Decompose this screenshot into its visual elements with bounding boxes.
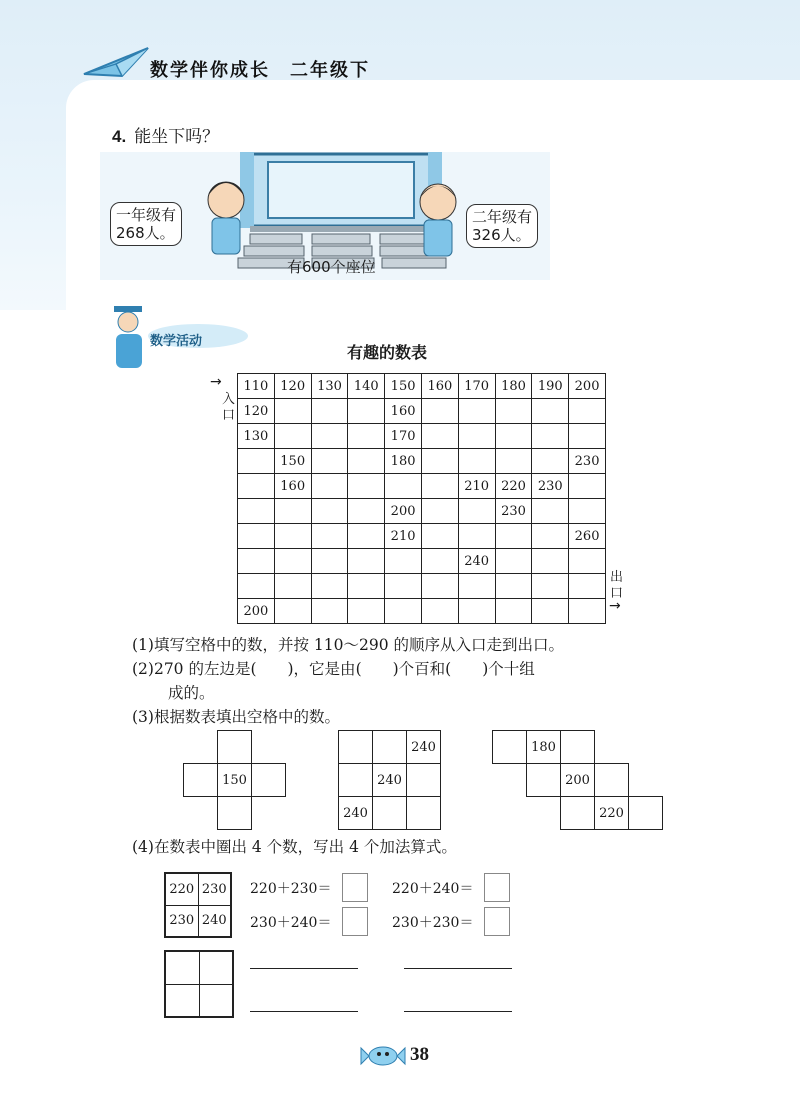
- table-cell[interactable]: [238, 574, 275, 599]
- table-cell[interactable]: [274, 499, 311, 524]
- table-cell[interactable]: [311, 399, 348, 424]
- puzzle-cell[interactable]: [561, 797, 595, 830]
- table-cell[interactable]: [385, 599, 422, 624]
- table-cell: 220: [495, 474, 532, 499]
- table-cell[interactable]: [385, 474, 422, 499]
- table-cell: 160: [385, 399, 422, 424]
- table-cell[interactable]: [458, 599, 495, 624]
- cross-puzzle: [183, 730, 286, 830]
- table-cell[interactable]: [274, 424, 311, 449]
- table-cell[interactable]: [458, 574, 495, 599]
- question-2: (2)270 的左边是( )，它是由( )个百和( )个十组: [132, 660, 535, 678]
- table-cell[interactable]: [274, 524, 311, 549]
- table-cell[interactable]: [458, 524, 495, 549]
- table-cell: 130: [311, 374, 348, 399]
- table-cell[interactable]: [348, 424, 385, 449]
- puzzle-cell[interactable]: [629, 797, 663, 830]
- table-cell[interactable]: [532, 599, 569, 624]
- table-cell: 210: [385, 524, 422, 549]
- table-row: [238, 499, 606, 524]
- example-square: [164, 872, 232, 938]
- table-cell[interactable]: [495, 524, 532, 549]
- table-cell[interactable]: [348, 499, 385, 524]
- puzzle-cell[interactable]: [407, 797, 441, 830]
- table-cell[interactable]: [348, 574, 385, 599]
- table-cell[interactable]: [238, 499, 275, 524]
- table-cell: 150: [385, 374, 422, 399]
- table-row: [238, 599, 606, 624]
- table-cell[interactable]: [532, 499, 569, 524]
- example-cell: 240: [198, 905, 231, 937]
- puzzle-cell[interactable]: [339, 731, 373, 764]
- table-cell[interactable]: [495, 424, 532, 449]
- table-cell: 140: [348, 374, 385, 399]
- answer-line[interactable]: [250, 968, 358, 969]
- puzzle-cell[interactable]: [373, 731, 407, 764]
- paper-plane-icon: [82, 44, 152, 80]
- puzzle-cell[interactable]: [218, 731, 252, 764]
- blank-cell[interactable]: [165, 951, 199, 984]
- table-cell[interactable]: [421, 574, 458, 599]
- table-cell[interactable]: [495, 599, 532, 624]
- table-row: [238, 549, 606, 574]
- table-cell[interactable]: [348, 474, 385, 499]
- answer-box[interactable]: [342, 873, 368, 902]
- question-2-continued: 成的。: [168, 684, 215, 702]
- puzzle-cell: 150: [218, 764, 252, 797]
- equation-3: 230＋240＝: [250, 915, 332, 931]
- table-row: [238, 524, 606, 549]
- table-cell[interactable]: [311, 524, 348, 549]
- question-1: (1)填写空格中的数，并按 110～290 的顺序从入口走到出口。: [132, 636, 564, 654]
- table-cell[interactable]: [274, 399, 311, 424]
- table-cell[interactable]: [532, 574, 569, 599]
- puzzle-cell: 240: [339, 797, 373, 830]
- table-cell: 210: [458, 474, 495, 499]
- table-cell: 110: [238, 374, 275, 399]
- table-cell: 200: [569, 374, 606, 399]
- puzzle-cell: 200: [561, 764, 595, 797]
- table-cell[interactable]: [274, 549, 311, 574]
- table-cell[interactable]: [421, 499, 458, 524]
- candy-mascot-icon: [360, 1040, 406, 1068]
- answer-box[interactable]: [342, 907, 368, 936]
- answer-line[interactable]: [404, 968, 512, 969]
- table-cell[interactable]: [348, 549, 385, 574]
- right-speech-bubble: 二年级有 326人。: [466, 204, 538, 248]
- table-cell: 230: [532, 474, 569, 499]
- table-cell[interactable]: [311, 599, 348, 624]
- table-cell: 200: [238, 599, 275, 624]
- table-cell: 170: [458, 374, 495, 399]
- table-cell: 180: [385, 449, 422, 474]
- table-cell[interactable]: [421, 449, 458, 474]
- answer-box[interactable]: [484, 873, 510, 902]
- table-cell[interactable]: [569, 399, 606, 424]
- table-cell[interactable]: [311, 449, 348, 474]
- table-cell[interactable]: [532, 399, 569, 424]
- table-row: [238, 399, 606, 424]
- table-cell[interactable]: [458, 399, 495, 424]
- table-cell: 160: [421, 374, 458, 399]
- number-table: [237, 373, 606, 624]
- table-cell[interactable]: [495, 549, 532, 574]
- table-cell[interactable]: [311, 574, 348, 599]
- table-cell: 240: [458, 549, 495, 574]
- table-cell[interactable]: [532, 449, 569, 474]
- table-cell[interactable]: [311, 499, 348, 524]
- table-cell[interactable]: [532, 424, 569, 449]
- equation-4: 230＋230＝: [392, 915, 474, 931]
- table-row: [238, 574, 606, 599]
- exit-label: 出口: [610, 570, 624, 601]
- table-cell[interactable]: [274, 599, 311, 624]
- table-cell[interactable]: [311, 424, 348, 449]
- puzzle-cell[interactable]: [373, 797, 407, 830]
- table-cell: 130: [238, 424, 275, 449]
- table-cell[interactable]: [495, 574, 532, 599]
- table-cell: 120: [238, 399, 275, 424]
- table-cell[interactable]: [569, 499, 606, 524]
- puzzle-cell[interactable]: [184, 764, 218, 797]
- table-cell[interactable]: [458, 499, 495, 524]
- blank-square[interactable]: [164, 950, 234, 1018]
- table-cell[interactable]: [495, 449, 532, 474]
- table-cell[interactable]: [458, 424, 495, 449]
- puzzle-cell[interactable]: [218, 797, 252, 830]
- left-speech-bubble: 一年级有 268人。: [110, 202, 182, 246]
- table-cell[interactable]: [348, 599, 385, 624]
- blank-cell[interactable]: [199, 951, 233, 984]
- table-cell[interactable]: [532, 549, 569, 574]
- table-cell[interactable]: [569, 424, 606, 449]
- table-cell[interactable]: [569, 549, 606, 574]
- table-cell[interactable]: [348, 524, 385, 549]
- puzzle-cell: 220: [595, 797, 629, 830]
- activity-title: 有趣的数表: [347, 343, 428, 362]
- table-cell[interactable]: [311, 549, 348, 574]
- table-cell: 160: [274, 474, 311, 499]
- puzzle-cell[interactable]: [252, 764, 286, 797]
- question-number: 4.: [112, 127, 127, 146]
- puzzle-cell[interactable]: [493, 731, 527, 764]
- entrance-label: 入口: [222, 392, 236, 423]
- table-cell[interactable]: [421, 424, 458, 449]
- table-cell[interactable]: [348, 449, 385, 474]
- table-cell: 180: [495, 374, 532, 399]
- table-cell[interactable]: [569, 574, 606, 599]
- math-activity-badge-label: 数学活动: [150, 334, 203, 349]
- table-cell: 120: [274, 374, 311, 399]
- seat-caption: 有600个座位: [287, 258, 376, 276]
- puzzle-cell: 180: [527, 731, 561, 764]
- puzzle-cell: 240: [407, 731, 441, 764]
- table-row: [238, 424, 606, 449]
- answer-line[interactable]: [404, 1011, 512, 1012]
- puzzle-cell: 240: [373, 764, 407, 797]
- table-cell[interactable]: [385, 574, 422, 599]
- table-cell[interactable]: [348, 399, 385, 424]
- table-cell[interactable]: [385, 549, 422, 574]
- table-cell: 230: [569, 449, 606, 474]
- puzzle-cell[interactable]: [339, 764, 373, 797]
- example-cell: 230: [198, 873, 231, 905]
- table-cell[interactable]: [274, 574, 311, 599]
- puzzle-cell[interactable]: [595, 764, 629, 797]
- header-title: 数学伴你成长 二年级下: [150, 60, 370, 81]
- exit-arrow-icon: →: [609, 598, 621, 614]
- puzzle-cell[interactable]: [561, 731, 595, 764]
- table-cell[interactable]: [495, 399, 532, 424]
- table-cell: 150: [274, 449, 311, 474]
- table-cell[interactable]: [238, 524, 275, 549]
- table-cell[interactable]: [569, 474, 606, 499]
- question-3: (3)根据数表填出空格中的数。: [132, 708, 340, 726]
- table-cell: 190: [532, 374, 569, 399]
- entrance-arrow-icon: →: [210, 374, 222, 390]
- table-cell[interactable]: [532, 524, 569, 549]
- table-row: [238, 449, 606, 474]
- table-cell[interactable]: [421, 474, 458, 499]
- table-cell: 230: [495, 499, 532, 524]
- table-cell[interactable]: [569, 599, 606, 624]
- table-cell[interactable]: [421, 399, 458, 424]
- answer-box[interactable]: [484, 907, 510, 936]
- table-cell: 170: [385, 424, 422, 449]
- blank-cell[interactable]: [165, 984, 199, 1017]
- equation-2: 220＋240＝: [392, 881, 474, 897]
- table-row: [238, 374, 606, 399]
- example-cell: 220: [165, 873, 198, 905]
- blank-cell[interactable]: [199, 984, 233, 1017]
- table-cell[interactable]: [458, 449, 495, 474]
- table-cell[interactable]: [238, 474, 275, 499]
- puzzle-cell[interactable]: [407, 764, 441, 797]
- answer-line[interactable]: [250, 1011, 358, 1012]
- puzzle-cell[interactable]: [527, 764, 561, 797]
- table-cell[interactable]: [421, 549, 458, 574]
- table-cell: 260: [569, 524, 606, 549]
- table-cell[interactable]: [238, 449, 275, 474]
- question-text: 能坐下吗？: [134, 127, 220, 147]
- table-row: [238, 474, 606, 499]
- page-number: 38: [410, 1044, 429, 1065]
- table-cell[interactable]: [238, 549, 275, 574]
- question-4: [112, 122, 219, 147]
- example-cell: 230: [165, 905, 198, 937]
- table-cell[interactable]: [421, 599, 458, 624]
- zigzag-puzzle: [492, 730, 663, 830]
- diagonal-puzzle: [338, 730, 441, 830]
- question-4-instruction: (4)在数表中圈出 4 个数，写出 4 个加法算式。: [132, 838, 457, 856]
- equation-1: 220＋230＝: [250, 881, 332, 897]
- table-cell[interactable]: [311, 474, 348, 499]
- table-cell[interactable]: [421, 524, 458, 549]
- table-cell: 200: [385, 499, 422, 524]
